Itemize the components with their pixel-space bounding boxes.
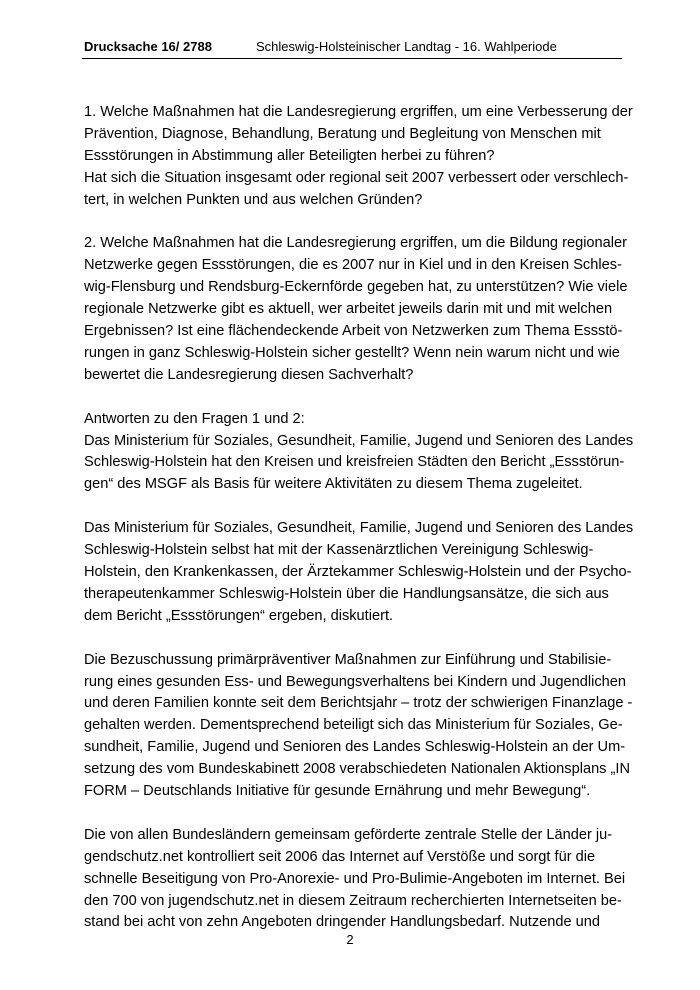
document-body bbox=[84, 102, 634, 956]
text-line: Holstein, den Krankenkassen, der Ärztekammer Schleswig-Holstein und der Psycho- bbox=[84, 563, 632, 580]
page-header bbox=[82, 34, 622, 59]
text-line: sundheit, Familie, Jugend und Senioren des Landes Schleswig-Holstein an der Um- bbox=[84, 739, 626, 756]
text-line: Schleswig-Holstein selbst hat mit der Kassenärztlichen Vereinigung Schleswig- bbox=[84, 542, 594, 559]
text-line: tert, in welchen Punkten und aus welchen Gründen? bbox=[84, 191, 423, 208]
text-line: Das Ministerium für Soziales, Gesundheit, Familie, Jugend und Senioren des Landes bbox=[84, 520, 634, 537]
text-line: Hat sich die Situation insgesamt oder regional seit 2007 verbessert oder verschlech- bbox=[84, 169, 629, 186]
text-line: Antworten zu den Fragen 1 und 2: bbox=[84, 410, 305, 427]
text-line: FORM – Deutschlands Initiative für gesunde Ernährung und mehr Bewegung“. bbox=[84, 783, 591, 800]
page-number: 2 bbox=[346, 932, 354, 947]
text-line: rungen in ganz Schleswig-Holstein sicher gestellt? Wenn nein warum nicht und wie bbox=[84, 344, 620, 361]
text-line: 1. Welche Maßnahmen hat die Landesregierung ergriffen, um eine Verbesserung der bbox=[84, 104, 633, 120]
text-line: gendschutz.net kontrolliert seit 2006 das Internet auf Verstöße und sorgt für die bbox=[84, 848, 596, 865]
text-line: setzung des vom Bundeskabinett 2008 verabschiedeten Nationalen Aktionsplans „IN bbox=[84, 761, 630, 778]
parliament-title: Schleswig-Holsteinischer Landtag - 16. Wahlperiode bbox=[256, 39, 557, 54]
text-line: Schleswig-Holstein hat den Kreisen und kreisfreien Städten den Bericht „Essstörun- bbox=[84, 454, 625, 471]
text-line: schnelle Beseitigung von Pro-Anorexie- und Pro-Bulimie-Angeboten im Internet. Bei bbox=[84, 870, 626, 887]
text-line: und deren Familien konnte seit dem Berichtsjahr – trotz der schwierigen Finanzlage - bbox=[84, 695, 633, 712]
text-line: bewertet die Landesregierung diesen Sachverhalt? bbox=[84, 366, 414, 383]
text-line: regionale Netzwerke gibt es aktuell, wer arbeitet jeweils darin mit und mit welchen bbox=[84, 301, 613, 318]
text-line: gehalten werden. Dementsprechend beteiligt sich das Ministerium für Soziales, Ge- bbox=[84, 717, 623, 734]
text-line: Die von allen Bundesländern gemeinsam geförderte zentrale Stelle der Länder ju- bbox=[84, 826, 613, 843]
text-line: stand bei acht von zehn Angeboten dringender Handlungsbedarf. Nutzende und bbox=[84, 914, 601, 931]
text-line: Das Ministerium für Soziales, Gesundheit, Familie, Jugend und Senioren des Landes bbox=[84, 432, 634, 449]
text-line: Ergebnissen? Ist eine flächendeckende Arbeit von Netzwerken zum Thema Essstö- bbox=[84, 323, 623, 340]
text-line: Netzwerke gegen Essstörungen, die es 2007 nur in Kiel und in den Kreisen Schles- bbox=[84, 257, 622, 274]
answer-jugendschutz bbox=[84, 825, 624, 935]
text-line: dem Bericht „Essstörungen“ ergeben, diskutiert. bbox=[84, 607, 394, 624]
text-line: wig-Flensburg und Rendsburg-Eckernförde gegeben hat, zu unterstützen? Wie viele bbox=[84, 279, 628, 296]
text-line: gen“ des MSGF als Basis für weitere Aktivitäten zu diesem Thema zugeleitet. bbox=[84, 476, 583, 493]
text-line: 2. Welche Maßnahmen hat die Landesregierung ergriffen, um die Bildung regionaler bbox=[84, 235, 628, 252]
question-2 bbox=[84, 233, 628, 386]
text-line: therapeutenkammer Schleswig-Holstein über die Handlungsansätze, die sich aus bbox=[84, 585, 609, 602]
document-number: Drucksache 16/ 2788 bbox=[84, 39, 212, 54]
answer-intro bbox=[84, 409, 634, 497]
text-line: Die Bezuschussung primärpräventiver Maßnahmen zur Einführung und Stabilisie- bbox=[84, 651, 612, 668]
question-1 bbox=[84, 102, 633, 212]
answer-funding bbox=[84, 650, 633, 803]
answer-ministry bbox=[84, 518, 634, 628]
text-line: den 700 von jugendschutz.net in diesem Zeitraum recherchierten Internetseiten be- bbox=[84, 892, 622, 909]
text-line: Prävention, Diagnose, Behandlung, Beratung und Begleitung von Menschen mit bbox=[84, 125, 601, 142]
text-line: Essstörungen in Abstimmung aller Beteiligten herbei zu führen? bbox=[84, 147, 495, 164]
text-line: rung eines gesunden Ess- und Bewegungsverhaltens bei Kindern und Jugendlichen bbox=[84, 673, 626, 690]
